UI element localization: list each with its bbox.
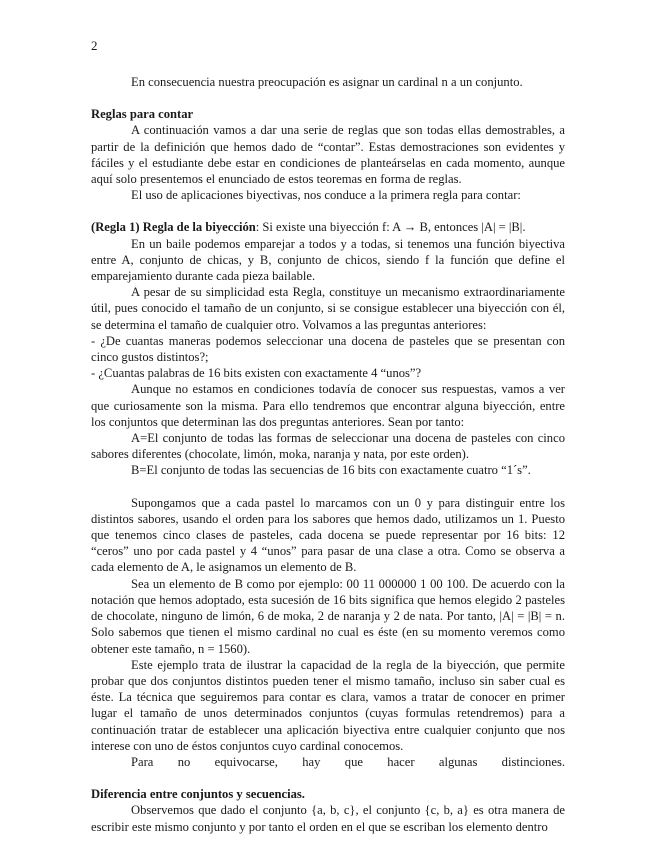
regla-1-statement	[91, 219, 565, 235]
definition-a: A=El conjunto de todas las formas de seleccionar una docena de pasteles con cinco sabores diferentes (chocolate, limón, moka, naranja y nata, por este orden).	[91, 431, 565, 462]
para-paragraph: Para no equivocarse, hay que hacer algunas distinciones.	[131, 754, 565, 769]
page-number: 2	[91, 38, 98, 53]
ejemplo-paragraph: Este ejemplo trata de ilustrar la capacidad de la regla de la biyección, que permite probar que dos conjuntos distintos pueden tener el mismo tamaño, incluso sin saber cual es éste. La técnica que seguiremos para contar es clara, vamos a tratar de conocer en primer lugar el tamaño de unos determinados conjuntos (cuyas formulas retendremos) para a continuación tratar de establecer una aplicación biyectiva entre cualquier conjunto que nos interese con uno de éstos conjuntos cuyo cardinal conocemos.	[91, 657, 565, 753]
definition-b: B=El conjunto de todas las secuencias de 16 bits con exactamente cuatro “1´s”.	[131, 463, 531, 478]
heading-diferencia: Diferencia entre conjuntos y secuencias.	[91, 787, 305, 802]
aunque-paragraph: Aunque no estamos en condiciones todavía de conocer sus respuestas, vamos a ver que curiosamente son la misma. Para ello tendremos que encontrar alguna biyección, entre los conjuntos que determinan las dos preguntas anteriores. Sean por tanto:	[91, 382, 565, 429]
reglas-paragraph-1: A continuación vamos a dar una serie de reglas que son todas ellas demostrables, a partir de la definición que hemos dado de “contar”. Estas demostraciones son evidentes y fáciles y el estudiante debe estar en condiciones de planteárselas en cada momento, aunque aquí solo presentemos el enunciado de estos teoremas en forma de reglas.	[91, 123, 565, 187]
document-body	[91, 74, 565, 835]
observemos-paragraph: Observemos que dado el conjunto {a, b, c}, el conjunto {c, b, a} es otra manera de escribir este mismo conjunto y por tanto el orden en el que se escriban los elemento dentro	[91, 803, 565, 834]
sea-paragraph: Sea un elemento de B como por ejemplo: 00 11 000000 1 00 100. De acuerdo con la notación que hemos adoptado, esta sucesión de 16 bits significa que hemos elegido 2 pasteles de chocolate, ninguno de limón, 6 de moka, 2 de naranja y 2 de nata. Por tanto, |A| = |B| = n. Solo sabemos que tienen el mismo cardinal no cual es éste (en su momento veremos como obtener este tamaño, n = 1560).	[91, 576, 565, 656]
question-1: - ¿De cuantas maneras podemos seleccionar una docena de pasteles que se presentan con cinco gustos distintos?;	[91, 333, 565, 365]
baile-paragraph: En un baile podemos emparejar a todos y a todas, si tenemos una función biyectiva entre A, conjunto de chicas, y B, conjunto de chicos, siendo f la función que define el emparejamiento durante cada pieza bailable.	[91, 236, 565, 284]
simplicidad-paragraph: A pesar de su simplicidad esta Regla, constituye un mecanismo extraordinariamente útil, pues conocido el tamaño de un conjunto, si se consigue establecer una biyección con él, se determina el tamaño de cualquier otro. Volvamos a las preguntas anteriores:	[91, 285, 565, 332]
regla-1-text: : Si existe una biyección f: A → B, entonces |A| = |B|.	[255, 220, 526, 235]
heading-reglas-para-contar: Reglas para contar	[91, 107, 194, 122]
regla-1-title: (Regla 1) Regla de la biyección	[91, 220, 256, 235]
supongamos-paragraph: Supongamos que a cada pastel lo marcamos con un 0 y para distinguir entre los distintos sabores, usando el orden para los sabores que hemos dado, utilizamos un 1. Puesto que tenemos cinco clases de pasteles, cada docena se puede representar por 16 bits: 12 “ceros” uno por cada pastel y 4 “unos” para pasar de una clase a otra. Como se observa a cada elemento de A, le asignamos un elemento de B.	[91, 495, 565, 575]
intro-paragraph: En consecuencia nuestra preocupación es asignar un cardinal n a un conjunto.	[131, 75, 523, 89]
question-2: - ¿Cuantas palabras de 16 bits existen con exactamente 4 “unos”?	[91, 366, 422, 381]
reglas-paragraph-2: El uso de aplicaciones biyectivas, nos conduce a la primera regla para contar:	[131, 188, 521, 203]
